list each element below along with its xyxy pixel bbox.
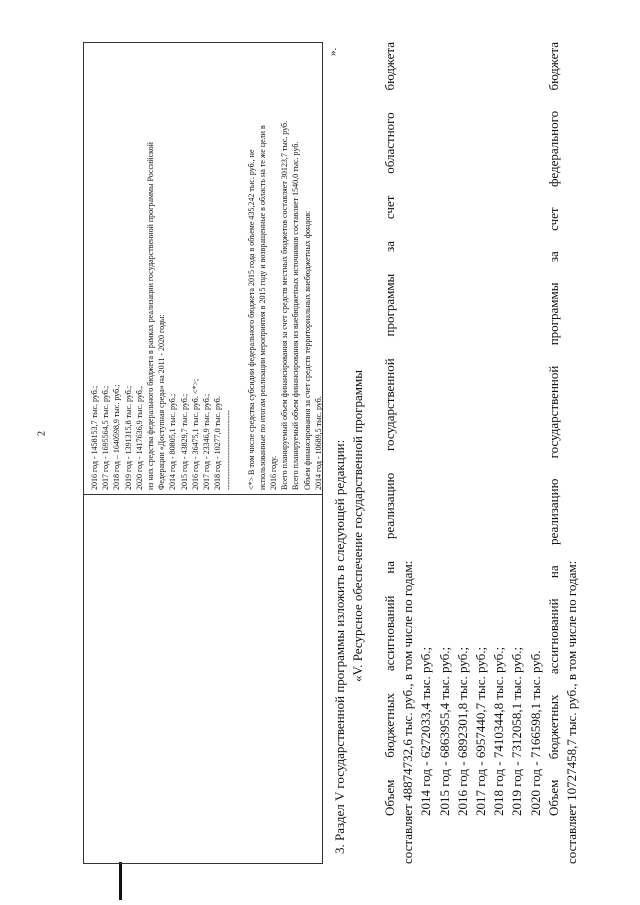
table-line: 2017 год - 1695564,5 тыс. руб.; [101,385,111,490]
footnote-line: <*> В том числе средства субсидии федерального бюджета 2015 года в объеме 435,242 тыс. руб., не [246,149,256,490]
footnote-line: 2016 году. [269,455,279,490]
federal-budget-paragraph-cont: составляет 10727458,7 тыс. руб., в том числе по годам: [564,560,580,864]
table-line: 2020 год - 1417636,9 тыс. руб., [134,386,144,490]
rotated-page-content [83,42,603,864]
regional-budget-paragraph-cont: составляет 48874732,6 тыс. руб., в том числе по годам: [400,560,416,864]
table-line: 2014 год - 10689,5 тыс. руб. [313,396,323,490]
table-line: Всего планируемый объем финансирования из внебюджетных источников составляет 1540,0 тыс. руб. [291,141,301,490]
closing-quote: ». [327,47,339,56]
year-amount: 2020 год - 7166598,1 тыс. руб. [527,650,543,816]
table-line: из них средства федерального бюджета в рамках реализации государственной программы Российской [146,142,156,490]
federal-budget-paragraph: Объем бюджетных ассигнований на реализацию государственной программы за счет федерального бюджета [545,42,561,816]
table-line: 2017 год - 23346,9 тыс. руб.; [202,393,212,490]
table-line: Объем финансирования за счет средств территориальных внебюджетных фондов: [302,210,312,490]
table-line: Всего планируемый объем финансирования за счет средств местных бюджетов составляет 30123,7 тыс. руб. [280,120,290,490]
section-title: «V. Ресурсное обеспечение государственной программы [350,370,365,682]
regional-budget-paragraph: Объем бюджетных ассигнований на реализацию государственной программы за счет областного бюджета [382,42,397,816]
year-amount: 2015 год - 6863955,4 тыс. руб.; [436,646,452,816]
body-text [381,42,581,864]
table-line: 2018 год - 10277,0 тыс. руб. [213,396,223,490]
year-amount: 2014 год - 6272033,4 тыс. руб.; [418,646,434,816]
year-amount: 2018 год - 7410344,8 тыс. руб.; [491,646,507,816]
table-line: 2016 год - 36475,1 тыс. руб. <*>; [190,378,200,490]
table-line: 2014 год - 80805,1 тыс. руб.; [168,393,178,490]
year-amount: 2019 год - 7312058,1 тыс. руб.; [509,646,525,816]
footnote-line: использованные по итогам реализации мероприятия в 2015 году и возвращенные в область на те же цели в [257,125,267,490]
funding-table [83,42,323,864]
table-line: 2018 год – 1640598,9 тыс. руб.; [112,384,122,490]
table-line: 2019 год - 1391315,8 тыс. руб.; [123,385,133,490]
year-amount: 2017 год - 6957440,7 тыс. руб.; [473,646,489,816]
page-number: 2 [36,431,48,436]
table-cell-funding [89,50,324,490]
table-line: Федерации «Доступная среда» на 2011 - 2020 годы: [157,314,167,490]
margin-mark [119,862,122,900]
year-amount: 2016 год - 6892301,8 тыс. руб.; [454,646,470,816]
table-line: 2016 год - 1458153,7 тыс. руб.; [90,385,99,490]
footnote-separator: ------------------------------ [224,410,234,490]
table-column-divider [84,494,322,495]
table-line: 2015 год - 43829,7 тыс. руб.; [179,393,189,490]
section-intro: 3. Раздел V государственной программы изложить в следующей редакции: [332,439,347,854]
